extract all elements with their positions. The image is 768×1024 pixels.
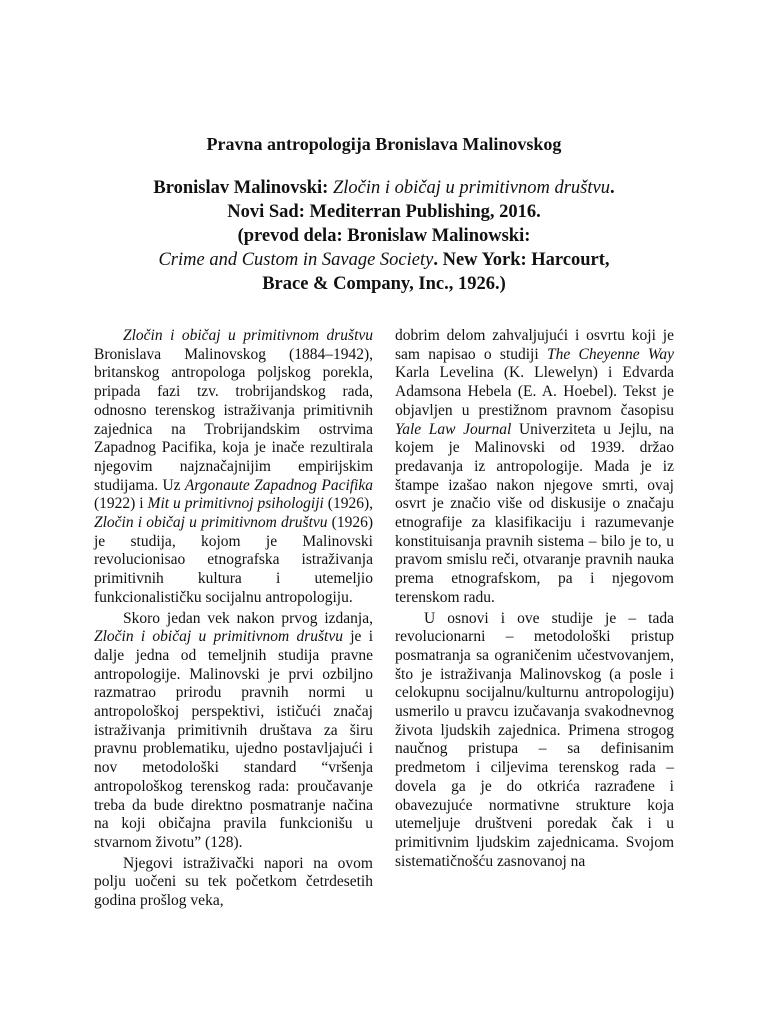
citation-author: Bronislav Malinovski: <box>153 178 333 198</box>
paragraph <box>395 327 674 608</box>
body-text: Karla Levelina (K. Llewelyn) i Edvarda Adamsona Hebela (E. A. Hoebel). Tekst je objavljen u prestižnom pravnom časopisu <box>395 364 674 419</box>
italic-text: Yale Law Journal <box>395 420 512 438</box>
body-text: Njegovi istraživački napori na ovom polju uočeni su tek početkom četrdesetih godina prošlog veka, <box>94 854 373 910</box>
italic-text: The Cheyenne Way <box>546 345 674 363</box>
body-text: Bronislava Malinovskog (1884–1942), britanskog antropologa poljskog porekla, pripada fazi tzv. trobrijandskog rada, odnosno terenskog istraživanja primitivnih zajednica na Trobrijandskim ostrvima Zapadnog Pacifika, koja je inače rezultirala njegovim najznačajnijim empirijskim studijama. Uz <box>94 345 373 494</box>
body-text: (1926), <box>323 495 373 513</box>
body-text: Skoro jedan vek nakon prvog izdanja, <box>123 609 373 627</box>
book-citation <box>100 176 668 296</box>
citation-original-publisher: . New York: Harcourt, <box>433 250 610 270</box>
body-text: (1922) i <box>94 495 148 513</box>
citation-book-title: Zločin i običaj u primitivnom društvu <box>332 178 610 198</box>
body-text: je i dalje jedna od temeljnih studija pravne antropologije. Malinovski je prvi ozbiljno razmatrao prirodu pravnih normi u antropološkoj perspektivi, ističući značaj istraživanja primitivnih društava za širu pravnu problematiku, ujedno postavljajući i nov metodološki standard “vršenja antropološkog terenskog rada: proučavanje treba da bude direktno posmatranje načina na koji običajna pravila funkcionišu u stvarnom životu” (128). <box>94 628 373 851</box>
paragraph <box>94 855 373 911</box>
article-title: Pravna antropologija Bronislava Malinovskog <box>206 134 562 154</box>
citation-translation-note: (prevod dela: Bronislaw Malinowski: <box>237 226 531 246</box>
paragraph <box>94 327 373 608</box>
paragraph <box>94 610 373 853</box>
body-text: U osnovi i ove studije je – tada revolucionarni – metodološki pristup posmatranja sa ograničenim učestvovanjem, što je istraživanja Malinovskog (a posle i celokupnu socijalnu/kulturnu antropologiju) usmerilo u pravcu izučavanja svakodnevnog života ljudskih zajednica. Primena strogog naučnog pristupa – sa definisanim predmetom i ciljevima terenskog rada – dovela ga je do otkrića razrađene i obavezujuće normativne strukture koja utemeljuje društveni poredak čak i u primitivnim ljudskim zajednicama. Svojom sistematičnošću zasnovanoj na <box>395 609 674 870</box>
italic-text: Zločin i običaj u primitivnom društvu <box>94 628 343 646</box>
body-text: Univerziteta u Jejlu, na kojem je Malinovski od 1939. držao predavanja iz antropologije. Mada je iz štampe izašao nakon njegove smrti, ovaj osvrt je značio više od diskusije o značaju etnografije za klasifikaciju i razumevanje konstituisanja pravnih sistema – bilo je to, u pravom smislu reči, otvaranje pravnih nauka prema etnografskom, pa i njegovom terenskom radu. <box>395 420 674 606</box>
citation-line1-end: . <box>609 178 615 198</box>
body-text: dobrim delom zahvaljujući i osvrtu koji je sam napisao o studiji <box>395 327 674 363</box>
italic-text: Argonaute Zapadnog Pacifika <box>184 476 373 494</box>
italic-text: Zločin i običaj u primitivnom društvu <box>94 514 328 532</box>
citation-original-title: Crime and Custom in Savage Society <box>158 250 434 270</box>
paragraph <box>395 610 674 872</box>
body-text: (1926) je studija, kojom je Malinovski revolucionisao etnografska istraživanja primitivnih kultura i utemeljio funkcionalističku socijalnu antropologiju. <box>94 514 374 606</box>
right-column <box>395 327 674 871</box>
italic-text: Zločin i običaj u primitivnom društvu <box>123 327 373 344</box>
left-column <box>94 327 373 911</box>
citation-publisher: Novi Sad: Mediterran Publishing, 2016. <box>227 202 541 222</box>
citation-original-publisher-end: Brace & Company, Inc., 1926.) <box>262 274 506 294</box>
italic-text: Mit u primitivnoj psihologiji <box>147 495 324 513</box>
